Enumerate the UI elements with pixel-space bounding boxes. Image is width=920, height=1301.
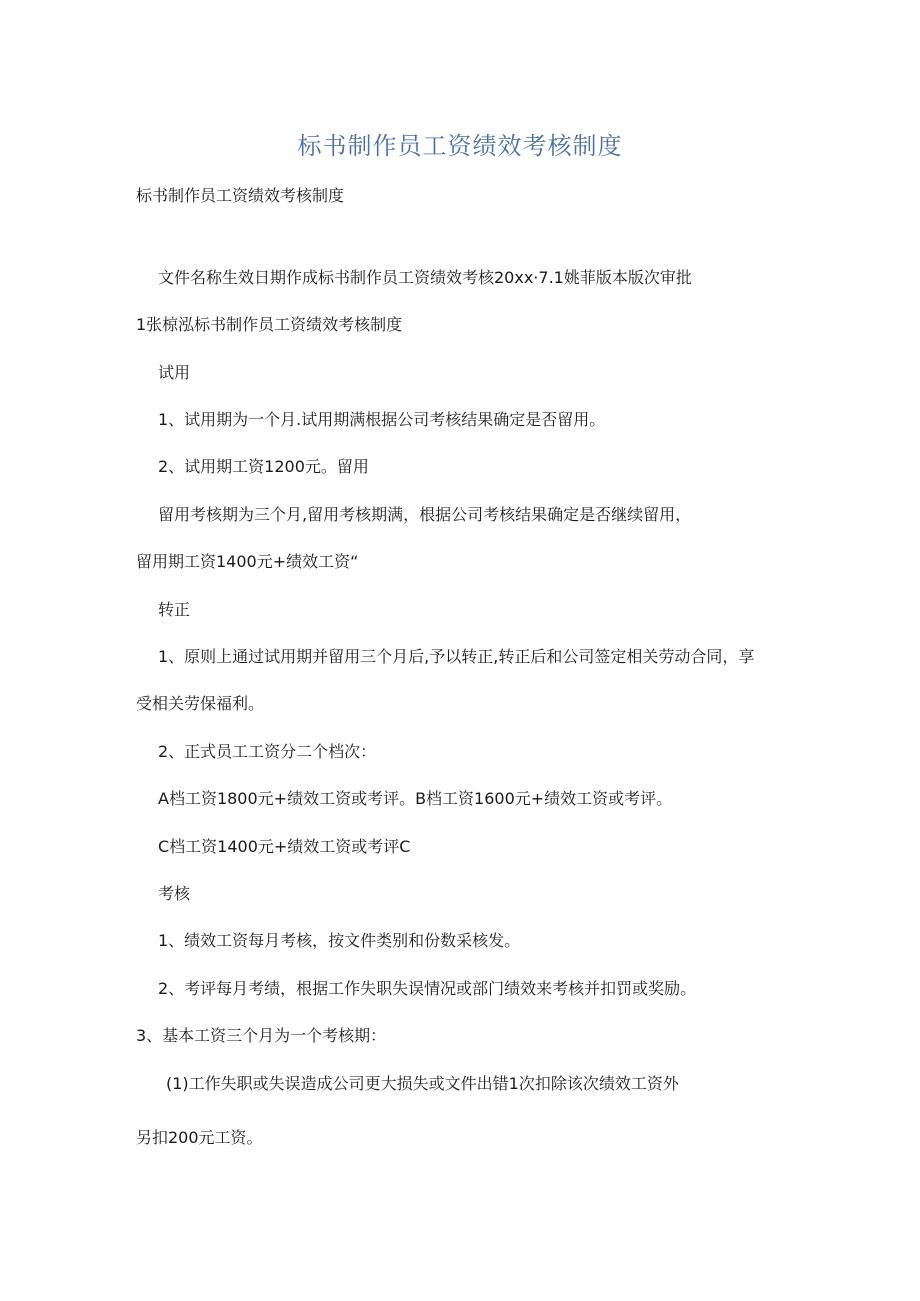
paragraph-line: 受相关劳保福利。 [136, 694, 265, 713]
paragraph-line: 另扣200元工资。 [136, 1128, 263, 1147]
approval-line: 1张椋泓标书制作员工资绩效考核制度 [136, 315, 403, 334]
paragraph-line: 2、正式员工工资分二个档次： [158, 742, 377, 761]
section-heading-regular: 转正 [158, 600, 191, 619]
paragraph-line: 2、考评每月考绩，根据工作失职失误情况或部门绩效来考核并扣罚或奖励。 [158, 979, 697, 998]
paragraph-line: (1)工作失职或失误造成公司更大损失或文件出错1次扣除该次绩效工资外 [166, 1074, 679, 1093]
document-title: 标书制作员工资绩效考核制度 [297, 132, 623, 160]
section-heading-assessment: 考核 [158, 884, 191, 903]
paragraph-line: A档工资1800元+绩效工资或考评。B档工资1600元+绩效工资或考评。 [158, 789, 673, 808]
paragraph-line: 留用期工资1400元+绩效工资“ [136, 552, 359, 571]
section-heading-trial: 试用 [158, 363, 191, 382]
paragraph-line: 2、试用期工资1200元。留用 [158, 457, 369, 476]
subtitle-line: 标书制作员工资绩效考核制度 [136, 186, 345, 205]
file-info-line: 文件名称生效日期作成标书制作员工资绩效考核20xx·7.1姚菲版本版次审批 [158, 268, 692, 287]
paragraph-line: 1、绩效工资每月考核，按文件类别和份数采核发。 [158, 931, 521, 950]
paragraph-line: 1、原则上通过试用期并留用三个月后,予以转正,转正后和公司签定相关劳动合同，享 [158, 647, 755, 666]
paragraph-line: 留用考核期为三个月,留用考核期满，根据公司考核结果确定是否继续留用， [158, 505, 692, 524]
paragraph-line: 1、试用期为一个月.试用期满根据公司考核结果确定是否留用。 [158, 410, 606, 429]
paragraph-line: C档工资1400元+绩效工资或考评C [158, 837, 411, 856]
paragraph-line: 3、基本工资三个月为一个考核期： [136, 1026, 387, 1045]
